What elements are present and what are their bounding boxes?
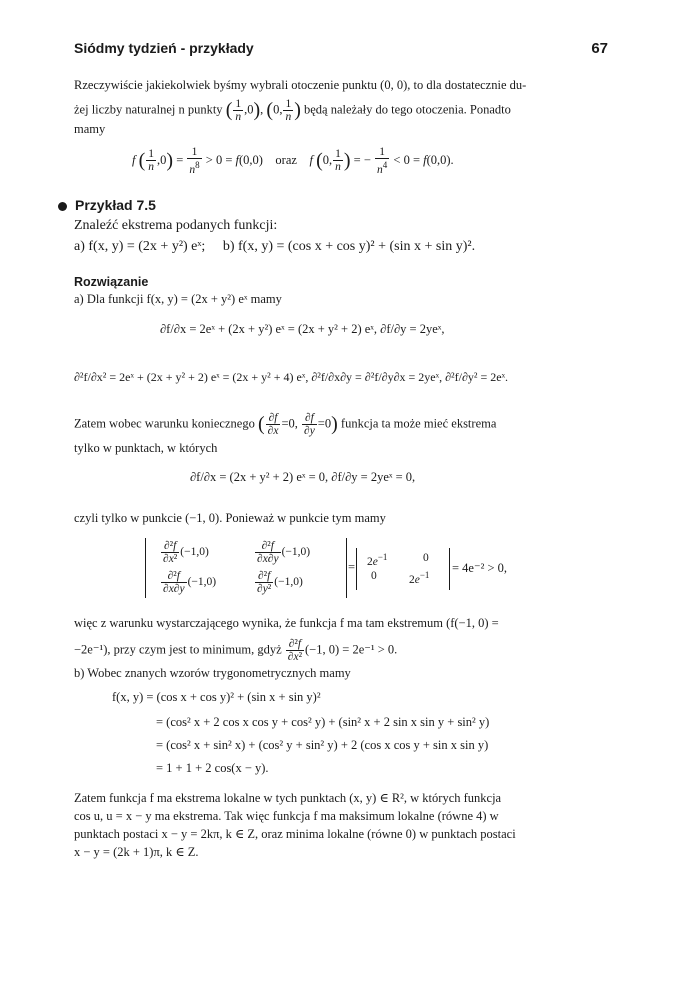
conclusion-line-1: Zatem funkcja f ma ekstrema lokalne w tych punktach (x, y) ∈ R², w których funkcja	[74, 791, 502, 805]
trig-line-3: = (cos² x + sin² x) + (cos² y + sin² y) + 2 (cos x cos y + sin x sin y)	[156, 738, 489, 752]
trig-line-2: = (cos² x + 2 cos x cos y + cos² y) + (sin² x + 2 sin x sin y + sin² y)	[156, 715, 490, 729]
intro-line-2: żej liczby naturalnej n punkty ( $\frac{1}{n}$ ,0), (0, $\frac{1}{n}$ ) będą należały do tego otoczenia. Ponadto	[74, 98, 511, 123]
intro-line-1: Rzeczywiście jakiekolwiek byśmy wybrali otoczenie punktu (0, 0), to dla dostatecznie du-	[74, 78, 527, 92]
necessary-condition-line-2: tylko w punktach, w których	[74, 441, 218, 455]
page-number: 67	[591, 40, 608, 57]
equation-second-derivatives: ∂²f/∂x² = 2eˣ + (2x + y² + 2) eˣ = (2x + y² + 4) eˣ, ∂²f/∂x∂y = ∂²f/∂y∂x = 2yeˣ, ∂²f/∂y² = 2eˣ.	[74, 370, 509, 384]
conclusion-line-3: punktach postaci x − y = 2kπ, k ∈ Z, oraz minima lokalne (równe 0) w punktach postaci	[74, 827, 516, 841]
hessian-numeric: $2e^{-1}$ 0 0 $2e^{-1}$	[356, 548, 450, 590]
bullet-icon	[58, 202, 67, 211]
hessian-result: = 4e⁻² > 0,	[452, 561, 507, 575]
example-b: b) f(x, y) = (cos x + cos y)² + (sin x + sin y)².	[222, 239, 476, 254]
hessian-symbolic: $\frac{\text{∂²f}}{\text{∂x²}}$ (−1,0) $\frac{\text{∂²f}}{\partial x\partial y}$ (−1,0) $\frac{\text{∂²f}}{\partial x\partial y}$ (−1,0) $\frac{\text{∂²f}}{\text{∂y²}}$ (−1,0)	[145, 538, 347, 598]
solution-b-intro: b) Wobec znanych wzorów trygonometrycznych mamy	[74, 666, 351, 680]
running-header	[74, 40, 608, 56]
equation-first-derivatives: ∂f/∂x = 2eˣ + (2x + y²) eˣ = (2x + y² + 2) eˣ, ∂f/∂y = 2yeˣ,	[160, 322, 445, 336]
necessary-condition-line: Zatem wobec warunku koniecznego ( $\frac{\partial f}{\partial x}$ =0, $\frac{\partial f}{\partial y}$ =0) funkcja ta może mieć ekstrema	[74, 412, 497, 437]
example-task: Znaleźć ekstrema podanych funkcji:	[74, 218, 278, 233]
stationary-point-line: czyli tylko w punkcie (−1, 0). Ponieważ w punkcie tym mamy	[74, 511, 386, 525]
intro-equation: f ( $\frac{1}{n}$ ,0) = $\frac{1}{n^8}$ > 0 = f(0,0) oraz f (0, $\frac{1}{n}$ ) = − $\frac{1}{n^4}$ < 0 = f(0,0).	[132, 146, 454, 176]
conclusion-line-4: x − y = (2k + 1)π, k ∈ Z.	[74, 845, 199, 859]
example-items	[74, 239, 475, 255]
equation-stationary: ∂f/∂x = (2x + y² + 2) eˣ = 0, ∂f/∂y = 2yeˣ = 0,	[190, 470, 416, 484]
example-heading: Przykład 7.5	[58, 197, 156, 213]
header-title: Siódmy tydzień - przykłady	[74, 40, 254, 56]
intro-line-2a: żej liczby naturalnej n punkty	[74, 102, 223, 117]
sufficient-condition-line-2: −2e⁻¹), przy czym jest to minimum, gdyż $\frac{\text{∂²f}}{\text{∂x²}}$ (−1, 0) = 2e⁻¹ > 0.	[74, 638, 398, 663]
intro-line-3: mamy	[74, 122, 106, 136]
conclusion-line-2: cos u, u = x − y ma ekstrema. Tak więc funkcja f ma maksimum lokalne (równe 4) w	[74, 809, 499, 823]
trig-line-4: = 1 + 1 + 2 cos(x − y).	[156, 761, 269, 775]
trig-line-1: f(x, y) = (cos x + cos y)² + (sin x + sin y)²	[112, 690, 321, 704]
solution-a-intro: a) Dla funkcji f(x, y) = (2x + y²) eˣ mamy	[74, 292, 282, 306]
intro-line-2b: będą należały do tego otoczenia. Ponadto	[304, 102, 511, 117]
solution-heading: Rozwiązanie	[74, 275, 149, 289]
example-a: a) f(x, y) = (2x + y²) eˣ;	[74, 239, 206, 254]
sufficient-condition-line-1: więc z warunku wystarczającego wynika, że funkcja f ma tam ekstremum (f(−1, 0) =	[74, 616, 499, 630]
